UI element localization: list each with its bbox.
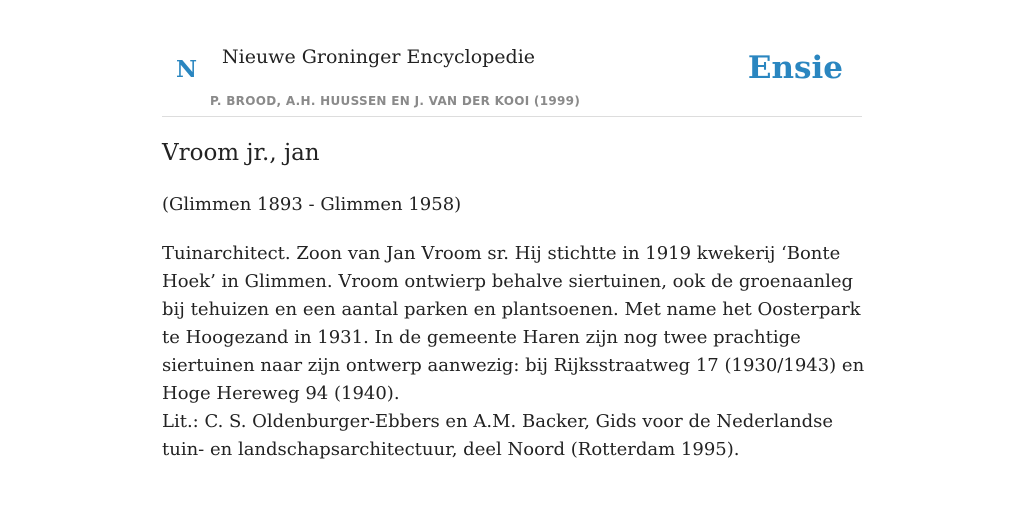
ensie-logo[interactable]: Ensie <box>747 50 843 86</box>
article-dates: (Glimmen 1893 - Glimmen 1958) <box>162 194 462 215</box>
publication-logo[interactable]: N <box>176 56 198 83</box>
article-body: Tuinarchitect. Zoon van Jan Vroom sr. Hij stichtte in 1919 kwekerij ‘Bonte Hoek’ in Glimmen. Vroom ontwierp behalve siertuinen, ook de groenaanleg bij tehuizen en een aantal parken en plantsoenen. Met name het Oosterpark te Hoogezand in 1931. In de gemeente Haren zijn nog twee prachtige siertuinen naar zijn ontwerp aanwezig: bij Rijksstraatweg 17 (1930/1943) en Hoge Hereweg 94 (1940). <box>162 243 865 404</box>
article-title: Vroom jr., jan <box>162 140 320 166</box>
article-literature: Lit.: C. S. Oldenburger-Ebbers en A.M. Backer, Gids voor de Nederlandse tuin- en landschapsarchitectuur, deel Noord (Rotterdam 1995). <box>162 411 834 460</box>
publication-title[interactable]: Nieuwe Groninger Encyclopedie <box>222 46 536 68</box>
article-page <box>162 0 865 460</box>
publication-authors: P. BROOD, A.H. HUUSSEN EN J. VAN DER KOOI (1999) <box>210 94 581 108</box>
publication-header <box>162 0 862 117</box>
